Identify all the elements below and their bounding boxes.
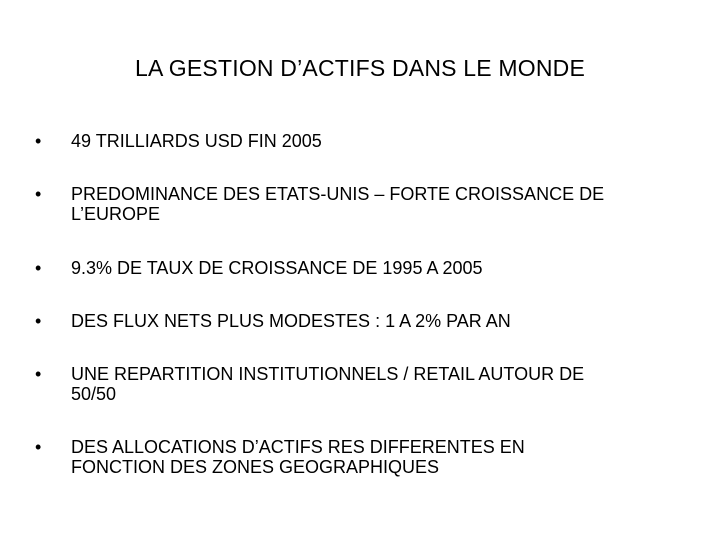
bullet-icon: • — [35, 364, 42, 384]
bullet-text: 9.3% DE TAUX DE CROISSANCE DE 1995 A 2005 — [71, 258, 483, 278]
bullet-icon: • — [35, 437, 42, 457]
bullet-icon: • — [35, 131, 42, 151]
bullet-text: 49 TRILLIARDS USD FIN 2005 — [71, 131, 322, 151]
bullet-text: DES ALLOCATIONS D’ACTIFS RES DIFFERENTES EN FONCTION DES ZONES GEOGRAPHIQUES — [71, 437, 525, 477]
slide-title: LA GESTION D’ACTIFS DANS LE MONDE — [134, 55, 586, 81]
bullet-text: DES FLUX NETS PLUS MODESTES : 1 A 2% PAR AN — [71, 311, 511, 331]
bullet-text: UNE REPARTITION INSTITUTIONNELS / RETAIL AUTOUR DE 50/50 — [71, 364, 585, 404]
bullet-text: PREDOMINANCE DES ETATS-UNIS – FORTE CROISSANCE DE L’EUROPE — [71, 184, 605, 224]
bullet-icon: • — [35, 258, 42, 278]
bullet-icon: • — [35, 184, 42, 204]
bullet-icon: • — [35, 311, 42, 331]
